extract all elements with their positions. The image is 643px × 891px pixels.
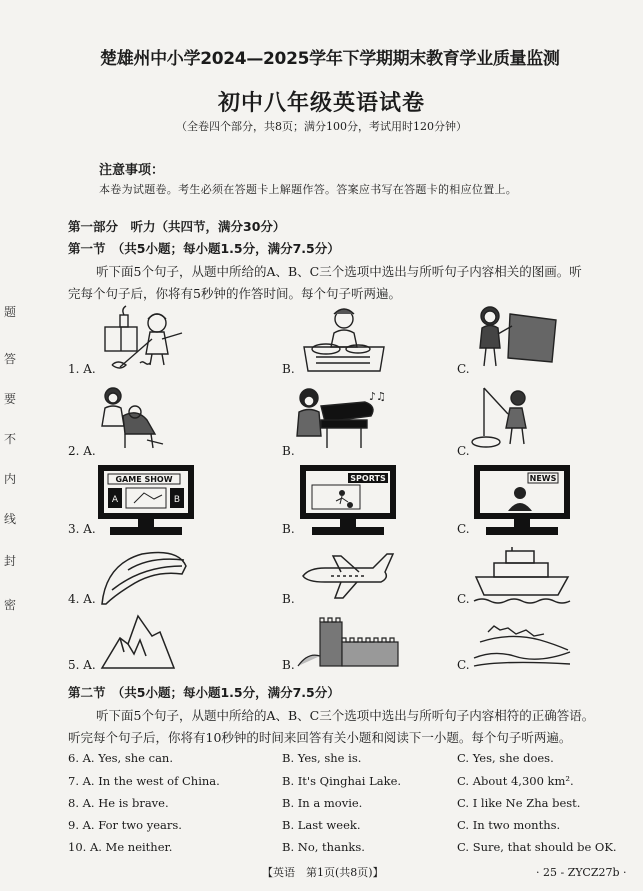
great-wall-picture: [296, 612, 400, 672]
section2-instruction-1: 听下面5个句子，从题中所给的A、B、C三个选项中选出与所听句子内容相符的正确答语。: [96, 708, 595, 723]
section1-instruction-1: 听下面5个句子，从题中所给的A、B、C三个选项中选出与所听句子内容相关的图画。听: [96, 264, 582, 279]
ship-picture: [472, 543, 572, 605]
side-char: 线: [4, 512, 17, 526]
tv-sports-picture: [296, 463, 400, 539]
question-option-b: B. In a movie.: [282, 796, 363, 810]
option-label: 2. A.: [68, 444, 96, 458]
option-label: B.: [282, 592, 295, 606]
scoreboard-b: B: [173, 495, 181, 505]
paper-code: · 25 - ZYCZ27b ·: [536, 866, 627, 879]
woman-sweeping-floor-picture: [100, 305, 190, 375]
option-label: B.: [282, 444, 295, 458]
tv-label-sports: SPORTS: [350, 474, 386, 483]
desert-camels-picture: [472, 612, 572, 670]
section1-title: 第一节 （共5小题；每小题1.5分，满分7.5分）: [68, 241, 340, 256]
girl-painting-picture: [470, 300, 570, 372]
question-option-b: B. Last week.: [282, 818, 361, 832]
side-char: 密: [4, 598, 17, 612]
option-label: 1. A.: [68, 362, 96, 376]
option-label: B.: [282, 522, 295, 536]
boy-playing-piano-picture: [295, 382, 395, 454]
notice-text: 本卷为试题卷。考生必须在答题卡上解题作答。答案应书写在答题卡的相应位置上。: [99, 183, 518, 196]
tv-news-picture: [470, 463, 574, 539]
question-option-c: C. Yes, she does.: [457, 751, 554, 765]
airplane-picture: [295, 548, 397, 604]
option-label: B.: [282, 362, 295, 376]
side-char: 题: [4, 305, 17, 319]
section2-title: 第二节 （共5小题；每小题1.5分，满分7.5分）: [68, 685, 340, 700]
tv-label-news: NEWS: [529, 474, 557, 483]
mountain-picture: [98, 612, 178, 672]
side-char: 答: [4, 352, 17, 366]
question-option-a: 9. A. For two years.: [68, 818, 182, 832]
side-char: 要: [4, 392, 17, 406]
question-option-c: C. Sure, that should be OK.: [457, 840, 617, 854]
subject-title: 初中八年级英语试卷: [217, 91, 425, 116]
high-speed-train-picture: [98, 546, 188, 610]
person-cooking-picture: [296, 305, 391, 377]
svg-text:♪♫: ♪♫: [369, 390, 386, 403]
option-label: C.: [457, 592, 470, 606]
question-option-a: 7. A. In the west of China.: [68, 774, 220, 788]
option-label: C.: [457, 658, 470, 672]
scoreboard-a: A: [111, 495, 119, 505]
tv-label-game-show: GAME SHOW: [115, 475, 173, 484]
question-option-c: C. About 4,300 km².: [457, 774, 574, 788]
option-label: C.: [457, 362, 470, 376]
question-option-a: 6. A. Yes, she can.: [68, 751, 173, 765]
option-label: 3. A.: [68, 522, 96, 536]
exam-info: （全卷四个部分，共8页；满分100分，考试用时120分钟）: [176, 120, 467, 133]
option-label: 4. A.: [68, 592, 96, 606]
notice-heading: 注意事项：: [99, 163, 165, 178]
question-option-a: 10. A. Me neither.: [68, 840, 173, 854]
boy-fishing-picture: [470, 384, 545, 454]
option-label: C.: [457, 444, 470, 458]
option-label: C.: [457, 522, 470, 536]
part1-title: 第一部分 听力（共四节，满分30分）: [68, 219, 286, 234]
section2-instruction-2: 听完每个句子后，你将有10秒钟的时间来回答有关小题和阅读下一小题。每个句子听两遍。: [68, 730, 572, 745]
option-label: B.: [282, 658, 295, 672]
question-option-c: C. In two months.: [457, 818, 561, 832]
page-footer: 【英语 第1页(共8页)】: [262, 866, 384, 879]
question-option-b: B. No, thanks.: [282, 840, 365, 854]
dentist-patient-picture: [95, 382, 170, 454]
side-char: 不: [4, 432, 17, 446]
side-char: 内: [4, 472, 17, 486]
question-option-c: C. I like Ne Zha best.: [457, 796, 581, 810]
option-label: 5. A.: [68, 658, 96, 672]
exam-title: 楚雄州中小学2024—2025学年下学期期末教育学业质量监测: [100, 49, 560, 69]
question-option-a: 8. A. He is brave.: [68, 796, 169, 810]
tv-game-show-picture: [94, 463, 198, 539]
question-option-b: B. Yes, she is.: [282, 751, 362, 765]
side-char: 封: [4, 554, 17, 568]
section1-instruction-2: 完每个句子后，你将有5秒钟的作答时间。每个句子听两遍。: [68, 286, 401, 301]
question-option-b: B. It's Qinghai Lake.: [282, 774, 402, 788]
